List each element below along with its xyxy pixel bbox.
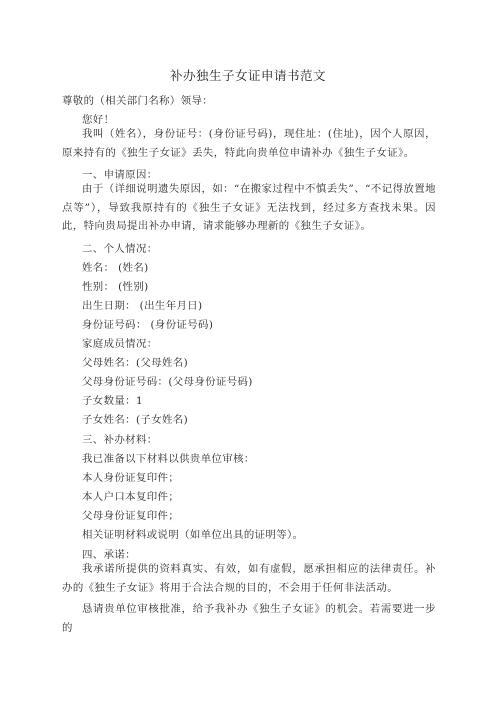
child-name-line: 子女姓名：(子女姓名) bbox=[82, 414, 189, 426]
section-1-paragraph: 由于（详细说明遗失原因，如：“在搬家过程中不慎丢失”、“不记得放置地点等”），导致我原持有的《独生子女证》无法找到，经过多方查找未果。因此，特向贵局提出补办申请，请求能够办理新的《独生子女证》。 bbox=[62, 183, 436, 233]
family-members-heading: 家庭成员情况： bbox=[82, 338, 158, 350]
document-title: 补办独生子女证申请书范文 bbox=[169, 68, 326, 83]
gender-line: 性别： (性别) bbox=[82, 281, 149, 293]
closing-paragraph: 恳请贵单位审核批准，给予我补办《独生子女证》的机会。若需要进一步的 bbox=[62, 603, 436, 634]
section-3-heading: 三、补办材料： bbox=[82, 434, 158, 446]
birth-date-line: 出生日期： (出生年月日) bbox=[82, 300, 203, 312]
greeting: 您好！ bbox=[82, 114, 115, 126]
salutation: 尊敬的（相关部门名称）领导： bbox=[62, 95, 214, 107]
id-number-line: 身份证号码： (身份证号码) bbox=[82, 319, 214, 331]
children-count-line: 子女数量：1 bbox=[82, 395, 143, 407]
materials-intro: 我已准备以下材料以供贵单位审核： bbox=[82, 453, 255, 465]
intro-paragraph: 我叫（姓名），身份证号：(身份证号码)，现住址：(住址)，因个人原因，原来持有的《独生子女证》丢失，特此向贵单位申请补办《独生子女证》。 bbox=[62, 128, 436, 159]
section-2-heading: 二、个人情况： bbox=[82, 243, 158, 255]
parent-name-line: 父母姓名：(父母姓名) bbox=[82, 357, 189, 369]
section-4-heading: 四、承诺： bbox=[82, 549, 136, 561]
material-item-2: 本人户口本复印件； bbox=[82, 491, 180, 503]
parent-id-line: 父母身份证号码：(父母身份证号码) bbox=[82, 376, 253, 388]
material-item-1: 本人身份证复印件； bbox=[82, 472, 180, 484]
section-1-heading: 一、申请原因： bbox=[82, 169, 158, 181]
material-item-4: 相关证明材料或说明（如单位出具的证明等）。 bbox=[82, 529, 304, 541]
material-item-3: 父母身份证复印件； bbox=[82, 510, 180, 522]
name-line: 姓名： (姓名) bbox=[82, 262, 149, 274]
promise-paragraph: 我承诺所提供的资料真实、有效，如有虚假，愿承担相应的法律责任。补办的《独生子女证》将用于合法合规的目的，不会用于任何非法活动。 bbox=[62, 563, 436, 594]
